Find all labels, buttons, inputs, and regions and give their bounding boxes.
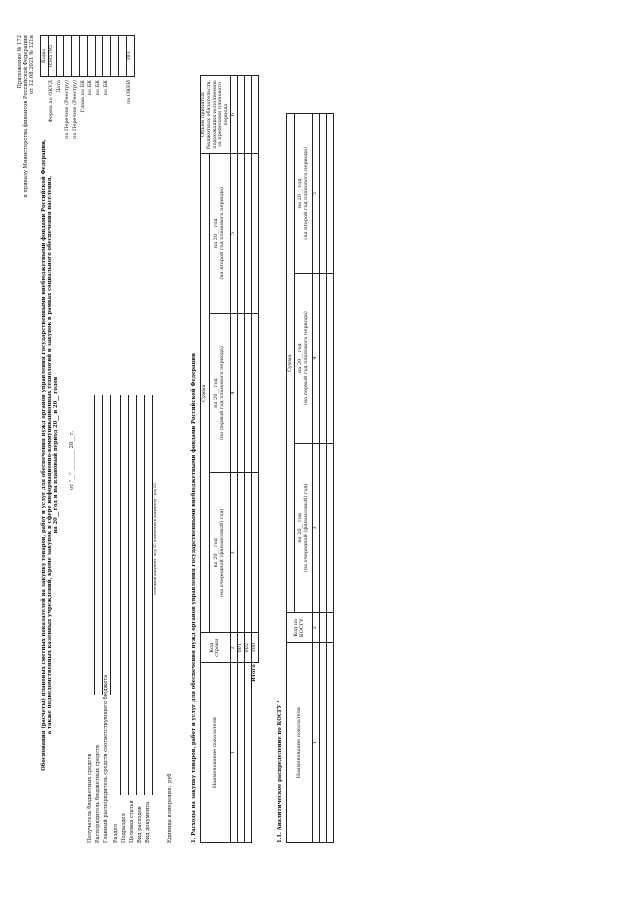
title-line-2: а также подведомственных казенных учреждений, кроме закупок в сфере информационно-коммуникационных технологий и закупок в рамках социального обеспечения населения,	[46, 175, 53, 735]
s1-col-name: Наименование показателя	[201, 663, 231, 843]
s11-col-sum: Сумма	[287, 114, 295, 613]
s1-num: 1	[230, 663, 237, 843]
codes-value	[56, 36, 64, 77]
cell[interactable]	[319, 114, 326, 274]
s11-col-year1-sub: (на очередной (финансовый) год)	[302, 483, 309, 573]
cell[interactable]	[251, 473, 258, 633]
field-line[interactable]	[144, 395, 145, 795]
s1-col-year3	[209, 153, 230, 313]
field-line[interactable]	[110, 395, 111, 695]
codes-label	[111, 77, 119, 140]
field-label: Вид расходов	[137, 806, 143, 843]
field-label: Вид документа	[145, 801, 151, 843]
s1-col-year2-label: на 20__ год	[212, 378, 219, 408]
appendix-line-1: Приложение № 172	[17, 35, 23, 89]
cell[interactable]	[319, 613, 326, 643]
title-line-1: Обоснования (расчеты) плановых сметных показателей на закупку товаров, работ и услуг для обеспечения нужд органов управления государственными внебюджетными фондами Российской Федерации,	[41, 139, 47, 771]
appendix-line-2: к приказу Министерства финансов Российской Федерации	[22, 35, 29, 198]
units-value: руб	[167, 773, 173, 783]
table-row	[244, 76, 251, 843]
codes-label: Форма по ОКУД	[48, 80, 55, 123]
rotated-form-sheet	[10, 15, 630, 895]
table-row	[237, 76, 244, 843]
row-code: 002	[244, 633, 251, 663]
appendix-line-3: от 12.08.2021 № 121н	[28, 35, 35, 94]
codes-label: по БК	[87, 80, 94, 96]
s1-col-year1-sub: (на очередной (финансовый) год)	[218, 508, 225, 598]
s1-col-code: Код строки	[201, 633, 231, 663]
field-label: Подраздел	[121, 813, 127, 843]
form-title	[42, 15, 60, 895]
appendix-block	[18, 35, 36, 197]
s11-num: 4	[313, 273, 320, 443]
codes-value	[118, 36, 126, 77]
cell[interactable]	[326, 443, 333, 613]
cell[interactable]	[244, 153, 251, 313]
cell[interactable]	[319, 643, 326, 843]
s1-col-year3-label: на 20__ год	[212, 218, 219, 249]
s11-col-name: Наименование показателя	[287, 643, 313, 843]
s11-col-year2-label: на 20__ год	[296, 343, 303, 373]
section1-title: 1. Расходы на закупку товаров, работ и услуг для обеспечения нужд органов управления государственными внебюджетными фондами Российской Федерации	[191, 353, 197, 843]
codes-value: 0505795	[48, 36, 56, 77]
field-label: Распорядитель бюджетных средств	[95, 745, 101, 843]
codes-value	[95, 36, 103, 77]
field-label: Получатель бюджетных средств	[87, 753, 93, 843]
cell[interactable]	[326, 643, 333, 843]
section11-table	[286, 113, 334, 843]
codes-label: по БК	[95, 80, 102, 96]
codes-label: Дата	[56, 80, 63, 93]
s11-col-year1-label: на 20__ год	[296, 513, 303, 543]
cell[interactable]	[251, 76, 258, 154]
table-row	[326, 114, 333, 843]
codes-label: по ОКЕИ	[126, 80, 133, 104]
codes-header: Коды	[41, 36, 49, 77]
cell[interactable]	[326, 613, 333, 643]
s1-col-year2-sub: (на первый год планового периода)	[218, 346, 225, 441]
s1-num: 2	[230, 633, 237, 663]
codes-value	[79, 36, 87, 77]
s1-num: 5	[230, 153, 237, 313]
total-code: 100	[251, 633, 258, 663]
section1-table	[200, 75, 259, 843]
s1-col-year1-label: на 20__ год	[212, 538, 219, 568]
cell[interactable]	[326, 273, 333, 443]
codes-label: по Перечню (Реестру)	[71, 80, 78, 139]
s1-col-sum: Сумма	[201, 153, 210, 632]
codes-label: по Перечню (Реестру)	[63, 80, 70, 139]
cell[interactable]	[319, 273, 326, 443]
cell[interactable]	[326, 114, 333, 274]
cell[interactable]	[237, 473, 244, 633]
s1-num: 6	[230, 76, 237, 154]
codes-value	[72, 36, 80, 77]
field-label: Целевая статья	[129, 800, 135, 843]
cell[interactable]	[237, 76, 244, 154]
field-line[interactable]	[94, 395, 95, 695]
codes-value: 383	[126, 36, 134, 77]
field-line[interactable]	[102, 395, 103, 695]
s11-col-kosgu: Код по КОСГУ	[287, 613, 313, 643]
s11-col-year1	[295, 443, 313, 613]
s11-num: 3	[313, 443, 320, 613]
s11-col-year3-label: на 20__ год	[296, 178, 303, 209]
s11-col-year2	[295, 273, 313, 443]
codes-value	[87, 36, 95, 77]
s1-col-year1	[209, 473, 230, 633]
field-label: Раздел	[113, 824, 119, 843]
field-line[interactable]	[120, 395, 121, 795]
table-row	[319, 114, 326, 843]
codes-label	[118, 77, 126, 140]
cell[interactable]	[251, 153, 258, 313]
s1-col-obligations: Объем принятых бюджетных обязательств, подлежащих исполнению за пределами планового периода	[201, 76, 231, 154]
units-label: Единица измерения:	[167, 785, 173, 843]
s11-num: 1	[313, 643, 320, 843]
s1-col-year3-sub: (на второй год планового периода)	[218, 187, 225, 280]
codes-table	[40, 35, 135, 140]
cell[interactable]	[237, 153, 244, 313]
codes-label: по БК	[102, 80, 109, 96]
s1-num: 4	[230, 313, 237, 473]
codes-value	[103, 36, 111, 77]
section11-title: 1.1. Аналитическое распределение по КОСГУ ¹	[277, 700, 283, 843]
cell[interactable]	[244, 663, 251, 843]
cell[interactable]	[319, 443, 326, 613]
codes-label: Глава по БК	[79, 80, 86, 113]
cell[interactable]	[237, 313, 244, 473]
total-label: Итого	[250, 664, 257, 682]
cell[interactable]	[237, 663, 244, 843]
cell[interactable]	[244, 76, 251, 154]
s11-col-year2-sub: (на первый год планового периода)	[302, 311, 309, 406]
form-date: от "__" ________ 20__ г.	[69, 430, 75, 490]
field-label: Главный распорядитель средств соответствующего бюджета	[103, 674, 109, 843]
doc-type-hint: (основной документ - код 01; изменения к документу - код 02)	[153, 482, 157, 595]
s1-num: 3	[230, 473, 237, 633]
cell[interactable]	[244, 313, 251, 473]
cell[interactable]	[244, 473, 251, 633]
title-line-3: на 20__ год и на плановый период 20__ и 20__ годов	[52, 376, 59, 534]
codes-value	[111, 36, 119, 77]
field-line[interactable]	[128, 395, 129, 795]
s11-num: 5	[313, 114, 320, 274]
total-row	[251, 76, 258, 843]
s11-col-year3-sub: (на второй год планового периода)	[302, 147, 309, 240]
s1-col-year2	[209, 313, 230, 473]
s11-col-year3	[295, 114, 313, 274]
cell[interactable]	[251, 313, 258, 473]
field-line[interactable]	[136, 395, 137, 795]
field-line[interactable]	[152, 395, 153, 795]
row-code: 001	[237, 633, 244, 663]
codes-value	[64, 36, 72, 77]
s11-num: 2	[313, 613, 320, 643]
